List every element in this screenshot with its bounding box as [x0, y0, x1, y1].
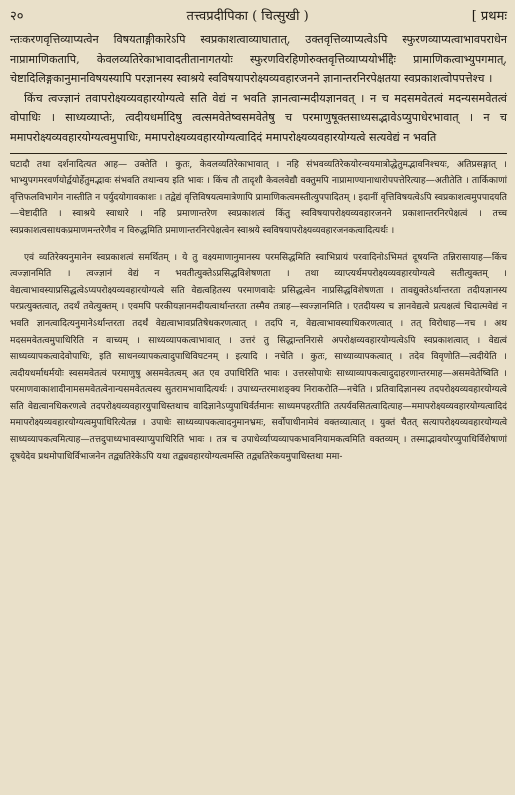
commentary	[10, 157, 507, 466]
running-header	[10, 6, 507, 30]
main-text	[10, 30, 507, 148]
commentary-paragraph: एवं व्यतिरेक्यनुमानेन स्वप्रकाशत्वं समर्थितम् । ये तु वक्ष्यमाणानुमानस्य परमसिद्धमिति स्वाभिप्रायं परवादिनोऽभिमतं दूषयन्ति तन्निरासायाह—किंच त्वज्ज्ञानमिति । त्वज्ज्ञानं वेद्यं न भवतीत्युक्तेऽप्रसिद्धविशेषणता । तथा व्याप्त्यर्थमपरोक्ष्यव्यवहारयोग्यत्वे सतीत्युक्तम् । वेद्यत्वाभावस्याप्रसिद्धत्वेऽप्यपरोक्ष्यव्यवहारयोग्यत्वे सति वेद्यत्वहितस्य परमाणवादेः प्रसिद्धत्वेन नाप्रसिद्धविशेषणता । तावद्युक्तेऽर्थान्तरता तदीयज्ञानस्य परप्रत्युक्तत्वात्, तदर्थं तवेत्युक्तम् । एवमपि परकीयज्ञानमदीयत्वार्थान्तरता तस्मैव तत्राह—स्वज्ज्ञानमिति । एतदीयस्य च ज्ञानवेद्यत्वे प्रत्यक्षत्वं चिदात्मवेद्यं न भवति ज्ञानत्वादित्यनुमानेऽर्थान्तरता तदर्थं वेद्यत्वाभावप्रतिषेधकरणत्वात् । तदपि न, वेद्यत्वाभावस्याधिकरणत्वात् । तत् विरोधाह—नच । अथ मदसमवेतत्वमुपाधिरिति न वाच्यम् । साध्यव्यापकत्वाभावात् । उत्तरं तु सिद्धान्तनिरासे अपरोक्षव्यवहारयोग्यत्वेऽपि स्वप्रकाशत्वात् । वेद्यत्वं साध्यव्यापकत्वादेवोपाधिः, इति साधनव्यापकत्वादुपाधिविघटनम् । इत्यादि । नचेति । कुतः, साध्याव्यापकत्वात् । तदेव विवृणोति—त्वदीयेति । त्वदीयधर्माधर्मयोः स्वसमवेतत्वं परमाणुषु असमवेतत्वम् अत एव उपाधिरिति भावः । उत्तरसोपाधेः साध्याव्यापकत्वादुदाहरणान्तरमाह—असमवेतेष्विति । परमाणवाकाशादीनामसमवेतत्वेनान्यसमवेतत्वस्य सुतरामभावादित्यर्थः । उपाध्यन्तरमाशङ्क्य निराकरोति—नचेति । प्रतिवादिज्ञानस्य तदपरोक्ष्यव्यवहारयोग्यत्वे सति वेद्यत्वानधिकरणत्वे तदपरोक्ष्यव्यवहारयुपाधिस्तथाच वादिज्ञानेऽप्युपाधिर्वर्तमानः साध्यमपहरतीति तत्पर्यवसितत्वादित्याह—ममापरोक्ष्यव्यवहारयोग्यत्वादिदं ममापरोक्ष्यव्यवहारयोग्यत्वमुपाधिरित्येतन्न । उपाधेः साध्यव्यापकत्वादनुमानभ्रमः, सर्वोपाधीनामेवं वक्तव्यात्वात् । युक्तं चैतत् सत्यापरोक्ष्यव्यवहारयोग्यत्वे साध्यव्यापकत्वमित्याह—तत्तदुपाध्यभावस्याप्युपाधिरिति भावः । तत्र च उपाधेर्व्याप्यव्यापकभावनियामकत्वमिति वक्तव्यम् । तस्माद्भावयोरप्युपाधिर्विशेषाणां दूषयेदेव प्रथमोपाधिर्विभाजनेन तद्व्यतिरेकेऽपि यथा तद्व्यवहारयोग्यत्वमस्ति तद्व्यतिरेकयमुपाधिस्तथा ममा-	[10, 252, 507, 462]
divider-rule	[10, 153, 507, 154]
page-number: २०	[10, 9, 24, 24]
paragraph-gap	[10, 240, 507, 250]
main-paragraph: न्तःकरणवृत्तिव्याप्यत्वेन विषयताङ्गीकारेऽपि स्वप्रकाशत्वाव्याघातात्, उक्तवृत्तिव्याप्यत्वेऽपि स्फुरणव्याप्यत्वाभावपराधेन नाप्रामाणिकतापि, केवलव्यतिरेकाभावादतीतानागतयोः स्फुरणविरहिणोरुक्तवृत्तिव्याप्ययोर्भीद्दैः प्रामाणिकत्वाभ्युपगमात्, चेष्टादिलिङ्गकानुमानविषयस्यापि परज्ञानस्य स्वाश्रये स्वविषयापरोक्ष्यव्यवहारजनने ज्ञानान्तरनिरपेक्षतया स्वप्रकाशत्वोपपत्तेश्च ।	[10, 33, 507, 86]
commentary-paragraph: घटादौ तथा दर्शनादित्यत आह— उक्तेति । कुतः, केवलव्यतिरेकाभावात् । नहि संभवव्यतिरेकयोरन्वयमात्रोद्धेतुमद्भावनिश्चयः, अतिप्रसङ्गात् । भाभ्युपगमरवर्णयोर्द्वयोर्हेतुमद्भावः संभवति तथान्वय इति भावः । किंच तौ तादृशौ केवलवेद्यौ वक्तुमपि नाप्रामाण्यानाधारोपपत्तेरित्याह—अतीतेति । तार्किकाणां वृत्तिफलविभागेन नास्तीति न पर्युदयोगावकाशः । तद्वेद्यं वृत्तिविषयत्वमात्रेणापि प्रामाणिकत्वमस्तीत्युपपादितम् । इदानीं वृत्तिविषयत्वेऽपि स्वप्रकाशत्वमुपपादयति—चेष्टादीति । स्वाश्रये स्वाधारे । नहि प्रमाणान्तरेण स्वप्रकाशत्वं किंतु स्वविषयापरोक्ष्यव्यवहारजनने प्रकाशान्तरनिरपेक्षत्वं । तच्च स्वप्रकाशत्वसाधकप्रमाणमन्तरेणैव न विरुद्धमिति प्रमाणान्तरनिरपेक्षत्वेन स्वाश्रये स्वविषयापरोक्ष्यव्यवहारजनकत्वादित्यर्थः ।	[10, 159, 507, 236]
main-paragraph: किंच त्वज्ज्ञानं तवापरोक्ष्यव्यवहारयोग्यत्वे सति वेद्यं न भवति ज्ञानत्वान्मदीयज्ञानवत् । न च मदसमवेतत्वं मदन्यसमवेतत्वं वोपाधिः । साध्यव्याप्तेः, त्वदीयधर्मादिषु त्वत्समवेतेष्वसमवेतेषु च परमाणुषूक्तसाध्यसद्भावेऽप्युपाधेरभावात् । न च ममापरोक्ष्यव्यवहारयोग्यत्वमुपाधिः, ममापरोक्ष्यव्यवहारयोग्यत्वादिदं ममापरोक्ष्यव्यवहारयोग्यत्वे सत्यवेद्यं न भवति	[10, 91, 507, 144]
page-title: तत्त्वप्रदीपिका ( चित्सुखी )	[186, 9, 309, 24]
section-label: [ प्रथमः	[471, 9, 507, 24]
